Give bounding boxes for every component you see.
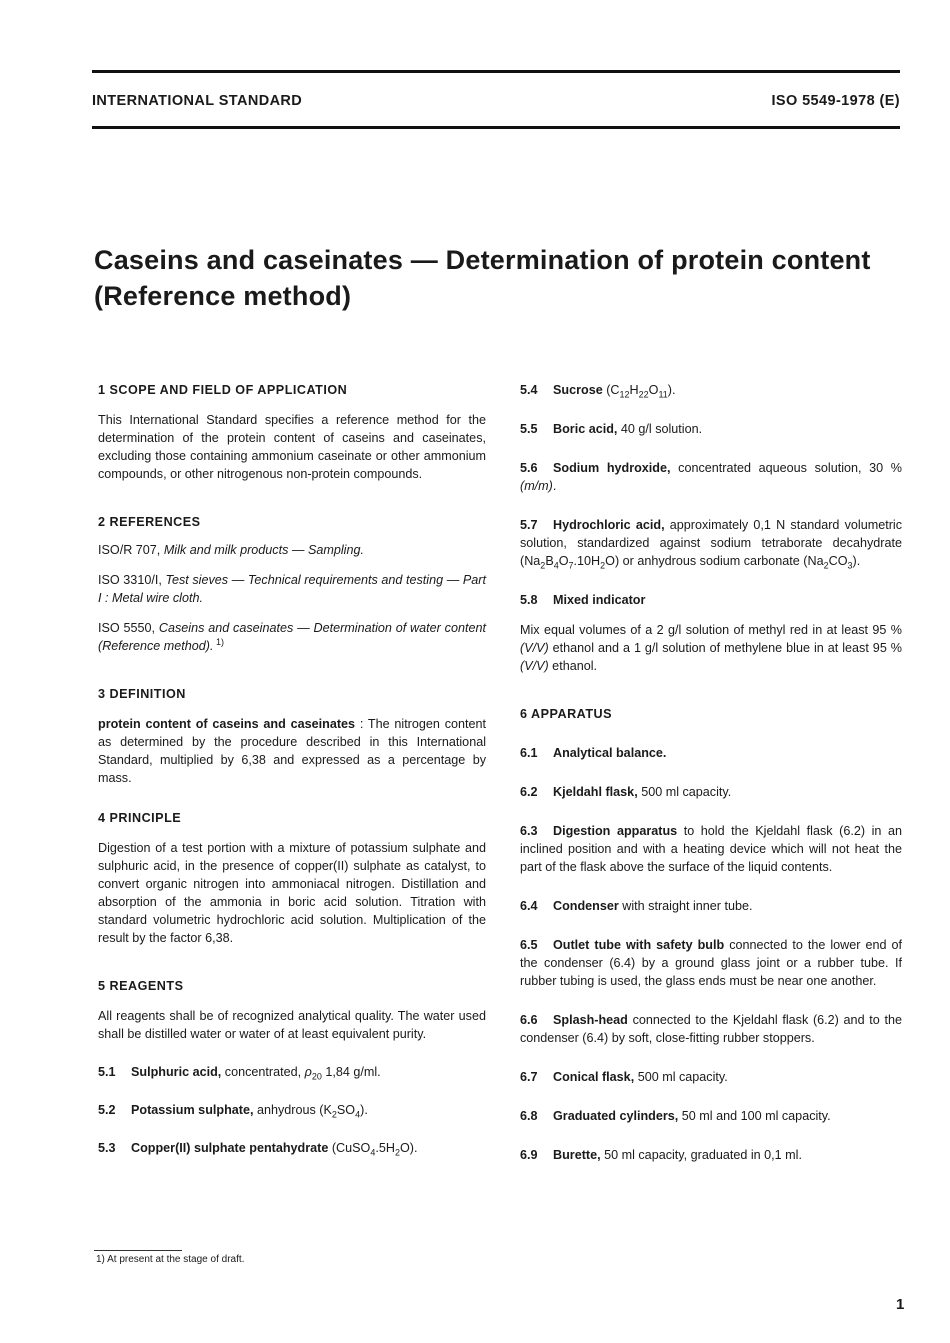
apparatus-6-7: 6.7 Conical flask, 500 ml capacity. — [520, 1070, 728, 1084]
header-document-number: ISO 5549-1978 (E) — [771, 93, 900, 109]
section-3-heading: 3 DEFINITION — [98, 687, 186, 701]
apparatus-6-9: 6.9 Burette, 50 ml capacity, graduated in 0,1 ml. — [520, 1148, 802, 1162]
apparatus-6-4: 6.4 Condenser with straight inner tube. — [520, 899, 753, 913]
reagent-5-2: 5.2 Potassium sulphate, anhydrous $(K_2SO_4)$. — [98, 1103, 368, 1120]
section-4-body: Digestion of a test portion with a mixture of potassium sulphate and sulphuric acid, in the presence of copper(II) sulphate as catalyst, to convert organic nitrogen into ammoniacal nitrogen. Distillation and absorption of the ammonia in boric acid solution. Titration with standard volumetric hydrochloric acid solution. Multiplication of the result by the factor 6,38. — [98, 841, 486, 945]
section-4-heading: 4 PRINCIPLE — [98, 811, 182, 825]
document-title — [94, 242, 871, 314]
section-2-heading: 2 REFERENCES — [98, 515, 201, 529]
section-1-body: This International Standard specifies a reference method for the determination of the protein content of caseins and caseinates, excluding those containing ammonium caseinate or other ammonium compounds, or other nitrogenous non-protein compounds. — [98, 413, 486, 481]
reference-iso-r-707: ISO/R 707, Milk and milk products — Sampling. — [98, 543, 364, 557]
apparatus-6-2: 6.2 Kjeldahl flask, 500 ml capacity. — [520, 785, 732, 799]
apparatus-6-1: 6.1 Analytical balance. — [520, 746, 667, 760]
title-line-1: Caseins and caseinates — Determination of protein content — [94, 245, 871, 275]
apparatus-6-8: 6.8 Graduated cylinders, 50 ml and 100 ml capacity. — [520, 1109, 831, 1123]
apparatus-6-6: 6.6 Splash-head connected to the Kjeldahl flask (6.2) and to the condenser (6.4) by soft, close-fitting rubber stoppers. — [520, 1013, 902, 1045]
apparatus-6-3: 6.3 Digestion apparatus to hold the Kjeldahl flask (6.2) in an inclined position and with a heating device which will not heat the part of the flask above the surface of the liquid contents. — [520, 824, 902, 874]
reagent-5-8-body: Mix equal volumes of a 2 g/l solution of methyl red in at least 95 % (V/V) ethanol and a 1 g/l solution of methylene blue in at least 95 % (V/V) ethanol. — [520, 623, 902, 673]
section-5-body: All reagents shall be of recognized analytical quality. The water used shall be distilled water or water of at least equivalent purity. — [98, 1009, 486, 1041]
title-line-2: (Reference method) — [94, 281, 352, 311]
section-1-heading: 1 SCOPE AND FIELD OF APPLICATION — [98, 383, 348, 397]
footnote-rule — [94, 1250, 182, 1251]
header-rule — [92, 126, 900, 129]
reagent-5-8-heading: 5.8 Mixed indicator — [520, 593, 646, 607]
reagent-5-3: 5.3 Copper(II) sulphate pentahydrate $(CuSO_4.5H_2O)$. — [98, 1141, 418, 1158]
section-5-heading: 5 REAGENTS — [98, 979, 184, 993]
reagent-5-1: 5.1 Sulphuric acid, concentrated, $\rho_{20}$ 1,84 g/ml. — [98, 1065, 381, 1082]
section-6-heading: 6 APPARATUS — [520, 707, 613, 721]
right-column — [520, 381, 902, 1164]
footnote: 1) At present at the stage of draft. — [96, 1254, 245, 1265]
header-standard-label: INTERNATIONAL STANDARD — [92, 93, 303, 109]
footnote-marker: 1) — [213, 636, 225, 647]
section-3-body: protein content of caseins and caseinates : The nitrogen content as determined by the procedure described in this International Standard, multiplied by 6,38 and expressed as a percentage by mass. — [98, 717, 487, 785]
top-rule — [92, 70, 900, 73]
page-number: 1 — [896, 1296, 905, 1313]
reagent-5-7: 5.7 Hydrochloric acid, approximately 0,1 N standard volumetric solution, standardized against sodium tetraborate decahydrate $(Na_2B_4O_7.10H_2O)$ or anhydrous sodium carbonate $(Na_2CO_3)$. — [520, 518, 902, 571]
left-column — [98, 381, 486, 1157]
apparatus-6-5: 6.5 Outlet tube with safety bulb connected to the lower end of the condenser (6.4) by a ground glass joint or a rubber tube. If rubber tubing is used, the glass ends must be near one another. — [520, 938, 903, 988]
reference-iso-3310: ISO 3310/I, Test sieves — Technical requirements and testing — Part I : Metal wire cloth. — [98, 573, 486, 605]
reagent-5-4: 5.4 Sucrose $(C_{12}H_{22}O_{11})$. — [520, 383, 676, 400]
reference-iso-5550: ISO 5550, Caseins and caseinates — Determination of water content (Reference method). $^{1)}$ — [98, 621, 486, 653]
reagent-5-5: 5.5 Boric acid, 40 g/l solution. — [520, 422, 703, 436]
reagent-5-6: 5.6 Sodium hydroxide, concentrated aqueous solution, 30 % (m/m). — [520, 461, 903, 493]
